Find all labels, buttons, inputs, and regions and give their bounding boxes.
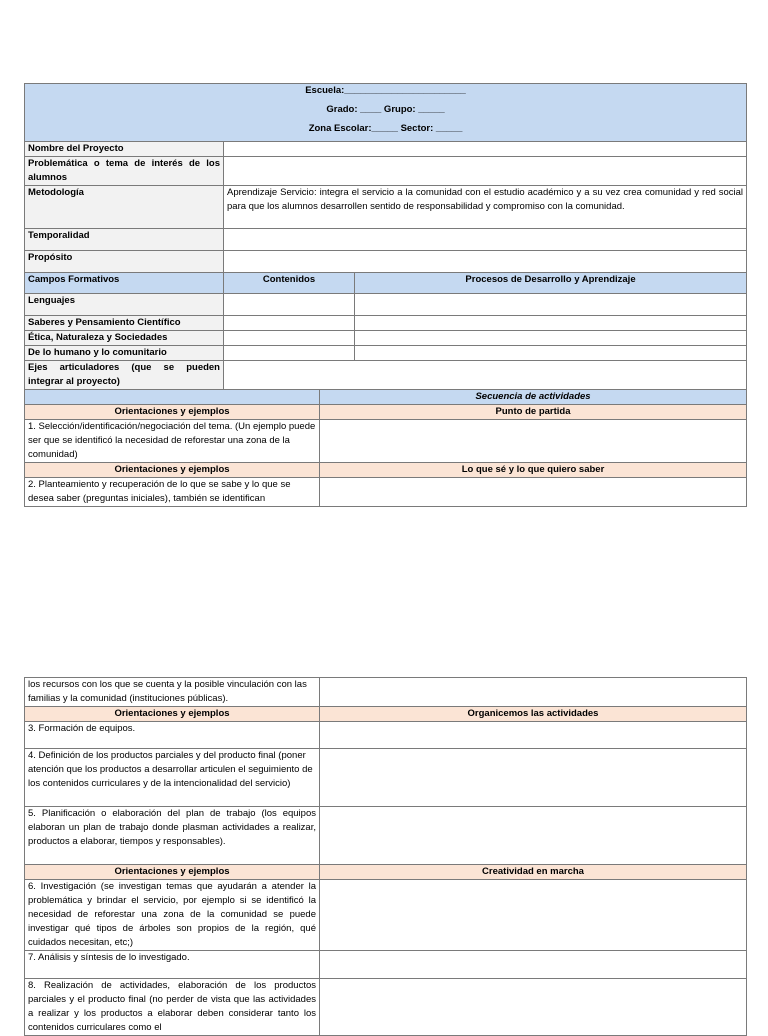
step-3-text: 3. Formación de equipos.: [25, 722, 320, 749]
sequence-blank-header: [25, 390, 320, 405]
purpose-label: Propósito: [25, 251, 224, 273]
step-4-field[interactable]: [320, 749, 747, 807]
methodology-text: Aprendizaje Servicio: integra el servicio a la comunidad con el estudio académico y a su vez crea comunidad y red social para que los alumnos desarrollen sentido de responsabilidad y compromiso con la comunidad.: [224, 186, 747, 229]
school-header: [25, 84, 747, 142]
contents-cell[interactable]: [224, 316, 355, 331]
step-2-field[interactable]: [320, 478, 747, 507]
step-8-field[interactable]: [320, 979, 747, 1036]
processes-cell[interactable]: [355, 346, 747, 361]
contents-cell[interactable]: [224, 331, 355, 346]
field-row-label: De lo humano y lo comunitario: [25, 346, 224, 361]
step-1-field[interactable]: [320, 420, 747, 463]
methodology-label: Metodología: [25, 186, 224, 229]
step-2-continued-text: los recursos con los que se cuenta y la posible vinculación con las familias y la comunidad (instituciones públicas).: [25, 678, 320, 707]
orientations-header: Orientaciones y ejemplos: [25, 865, 320, 880]
field-row-label: Lenguajes: [25, 294, 224, 316]
zone-sector-line: Zona Escolar:_____ Sector: _____: [308, 123, 463, 134]
processes-cell[interactable]: [355, 316, 747, 331]
col-header-fields: Campos Formativos: [25, 273, 224, 294]
problem-field[interactable]: [224, 157, 747, 186]
axes-field[interactable]: [224, 361, 747, 390]
phase-title-starting-point: Punto de partida: [320, 405, 747, 420]
step-2-text: 2. Planteamiento y recuperación de lo que se sabe y lo que se desea saber (preguntas iniciales), también se identifican: [25, 478, 320, 507]
project-form-page2: [24, 677, 747, 1036]
problem-label: Problemática o tema de interés de los alumnos: [25, 157, 224, 186]
processes-cell[interactable]: [355, 294, 747, 316]
col-header-processes: Procesos de Desarrollo y Aprendizaje: [355, 273, 747, 294]
orientations-header: Orientaciones y ejemplos: [25, 405, 320, 420]
step-4-text: 4. Definición de los productos parciales y del producto final (poner atención que los productos a desarrollar articulen el seguimiento de los contenidos curriculares y de la intencionalidad del servicio): [25, 749, 320, 807]
step-6-field[interactable]: [320, 880, 747, 951]
col-header-contents: Contenidos: [224, 273, 355, 294]
step-3-field[interactable]: [320, 722, 747, 749]
project-form-page1: [24, 83, 747, 507]
school-line: Escuela:_______________________: [305, 85, 466, 96]
orientations-header: Orientaciones y ejemplos: [25, 707, 320, 722]
project-name-field[interactable]: [224, 142, 747, 157]
phase-title-organize: Organicemos las actividades: [320, 707, 747, 722]
step-7-text: 7. Análisis y síntesis de lo investigado.: [25, 951, 320, 979]
step-7-field[interactable]: [320, 951, 747, 979]
step-6-text: 6. Investigación (se investigan temas que ayudarán a atender la problemática y brindar el servicio, por ejemplo si se identificó la necesidad de reforestar una zona de la comunidad se puede investigar qué tipos de árboles son propios de la región, qué cuidados necesitan, etc;): [25, 880, 320, 951]
step-5-field[interactable]: [320, 807, 747, 865]
step-1-text: 1. Selección/identificación/negociación del tema. (Un ejemplo puede ser que se identificó la necesidad de reforestar una zona de la comunidad): [25, 420, 320, 463]
orientations-header: Orientaciones y ejemplos: [25, 463, 320, 478]
phase-title-what-i-know: Lo que sé y lo que quiero saber: [320, 463, 747, 478]
contents-cell[interactable]: [224, 346, 355, 361]
sequence-title: Secuencia de actividades: [320, 390, 747, 405]
project-name-label: Nombre del Proyecto: [25, 142, 224, 157]
temporality-field[interactable]: [224, 229, 747, 251]
step-2-continued-field[interactable]: [320, 678, 747, 707]
purpose-field[interactable]: [224, 251, 747, 273]
step-5-text: 5. Planificación o elaboración del plan de trabajo (los equipos elaboran un plan de trabajo donde plasman actividades a realizar, productos a elaborar, tiempos y responsables).: [25, 807, 320, 865]
temporality-label: Temporalidad: [25, 229, 224, 251]
grade-group-line: Grado: ____ Grupo: _____: [326, 104, 445, 115]
field-row-label: Saberes y Pensamiento Científico: [25, 316, 224, 331]
step-8-text: 8. Realización de actividades, elaboración de los productos parciales y el producto final (no perder de vista que las actividades a realizar y los productos a elaborar deben considerar tanto los contenidos curriculares como el: [25, 979, 320, 1036]
processes-cell[interactable]: [355, 331, 747, 346]
contents-cell[interactable]: [224, 294, 355, 316]
field-row-label: Ética, Naturaleza y Sociedades: [25, 331, 224, 346]
phase-title-creativity: Creatividad en marcha: [320, 865, 747, 880]
axes-label: Ejes articuladores (que se pueden integrar al proyecto): [25, 361, 224, 390]
